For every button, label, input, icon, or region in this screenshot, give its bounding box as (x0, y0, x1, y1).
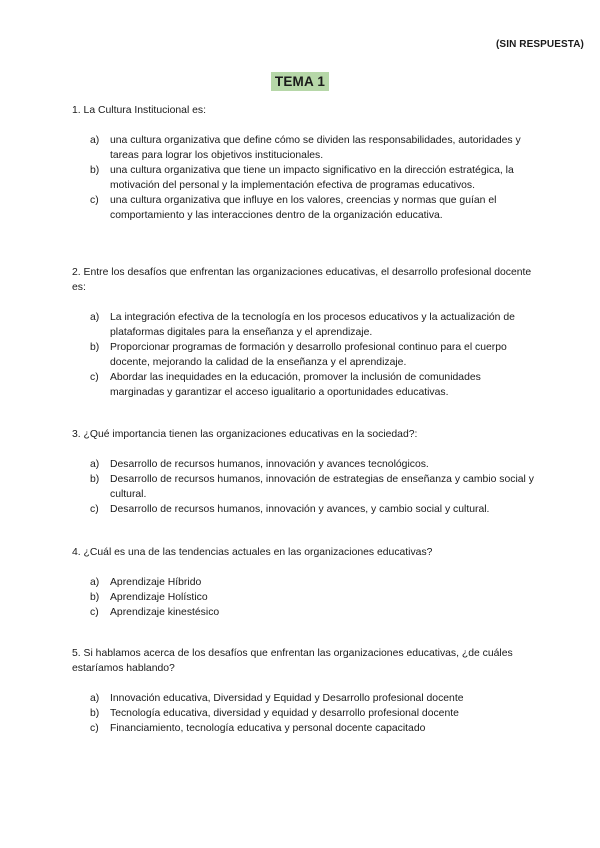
option-letter: c) (90, 504, 99, 515)
question-5 (72, 646, 534, 736)
option-text: Desarrollo de recursos humanos, innovación y avances tecnológicos. (110, 459, 429, 470)
option-text: Proporcionar programas de formación y desarrollo profesional continuo para el cuerpo docente, mejorando la calidad de la enseñanza y el aprendizaje. (110, 342, 507, 368)
question-5-option-b (72, 706, 534, 721)
option-text: una cultura organizativa que define cómo se dividen las responsabilidades, autoridades y tareas para lograr los objetivos institucionales. (110, 135, 521, 161)
question-3-options (72, 457, 534, 517)
question-4-options (72, 575, 534, 620)
question-4-option-c (72, 605, 534, 620)
question-1-text: 1. La Cultura Institucional es: (72, 105, 206, 116)
option-text: Desarrollo de recursos humanos, innovación de estrategias de enseñanza y cambio social y cultural. (110, 474, 534, 500)
option-text: Desarrollo de recursos humanos, innovación y avances, y cambio social y cultural. (110, 504, 490, 515)
option-text: Aprendizaje Híbrido (110, 577, 202, 588)
question-3-option-b (72, 472, 534, 502)
option-letter: b) (90, 474, 100, 485)
question-5-options (72, 691, 534, 736)
option-text: Tecnología educativa, diversidad y equidad y desarrollo profesional docente (110, 708, 459, 719)
question-5-option-a (72, 691, 534, 706)
question-4-option-a (72, 575, 534, 590)
option-text: Financiamiento, tecnología educativa y personal docente capacitado (110, 723, 426, 734)
question-4-text: 4. ¿Cuál es una de las tendencias actuales en las organizaciones educativas? (72, 547, 433, 558)
page-title: TEMA 1 (271, 72, 329, 91)
question-2-option-b (72, 340, 534, 370)
question-5-text: 5. Si hablamos acerca de los desafíos que enfrentan las organizaciones educativas, ¿de cuáles estaríamos hablando? (72, 648, 513, 674)
question-3-option-a (72, 457, 534, 472)
option-letter: c) (90, 607, 99, 618)
question-1-option-a (72, 133, 534, 163)
question-3 (72, 427, 534, 517)
option-letter: b) (90, 708, 100, 719)
title-container (0, 72, 600, 91)
question-3-option-c (72, 502, 534, 517)
question-2-options (72, 310, 534, 400)
question-1-option-b (72, 163, 534, 193)
option-text: una cultura organizativa que influye en los valores, creencias y normas que guían el comportamiento y las interacciones dentro de la organización educativa. (110, 195, 497, 221)
option-letter: a) (90, 135, 100, 146)
option-letter: c) (90, 372, 99, 383)
option-letter: b) (90, 342, 100, 353)
option-letter: a) (90, 577, 100, 588)
option-text: una cultura organizativa que tiene un impacto significativo en la dirección estratégica, la motivación del personal y la implementación efectiva de programas educativos. (110, 165, 514, 191)
question-3-text: 3. ¿Qué importancia tienen las organizaciones educativas en la sociedad?: (72, 429, 418, 440)
question-2-option-c (72, 370, 534, 400)
option-letter: b) (90, 592, 100, 603)
option-text: Innovación educativa, Diversidad y Equidad y Desarrollo profesional docente (110, 693, 464, 704)
option-letter: c) (90, 723, 99, 734)
option-letter: c) (90, 195, 99, 206)
option-text: Aprendizaje kinestésico (110, 607, 220, 618)
answer-status-label: (SIN RESPUESTA) (496, 39, 584, 50)
question-1 (72, 103, 534, 223)
option-letter: a) (90, 693, 100, 704)
option-text: Aprendizaje Holístico (110, 592, 208, 603)
question-5-option-c (72, 721, 534, 736)
question-2 (72, 265, 534, 400)
question-4-option-b (72, 590, 534, 605)
question-4 (72, 545, 534, 620)
question-2-text: 2. Entre los desafíos que enfrentan las organizaciones educativas, el desarrollo profesional docente es: (72, 267, 532, 293)
option-letter: b) (90, 165, 100, 176)
question-1-option-c (72, 193, 534, 223)
question-1-options (72, 133, 534, 223)
option-text: La integración efectiva de la tecnología en los procesos educativos y la actualización de plataformas digitales para la enseñanza y el aprendizaje. (110, 312, 515, 338)
option-text: Abordar las inequidades en la educación, promover la inclusión de comunidades marginadas y garantizar el acceso igualitario a oportunidades educativas. (110, 372, 481, 398)
question-2-option-a (72, 310, 534, 340)
option-letter: a) (90, 312, 100, 323)
option-letter: a) (90, 459, 100, 470)
